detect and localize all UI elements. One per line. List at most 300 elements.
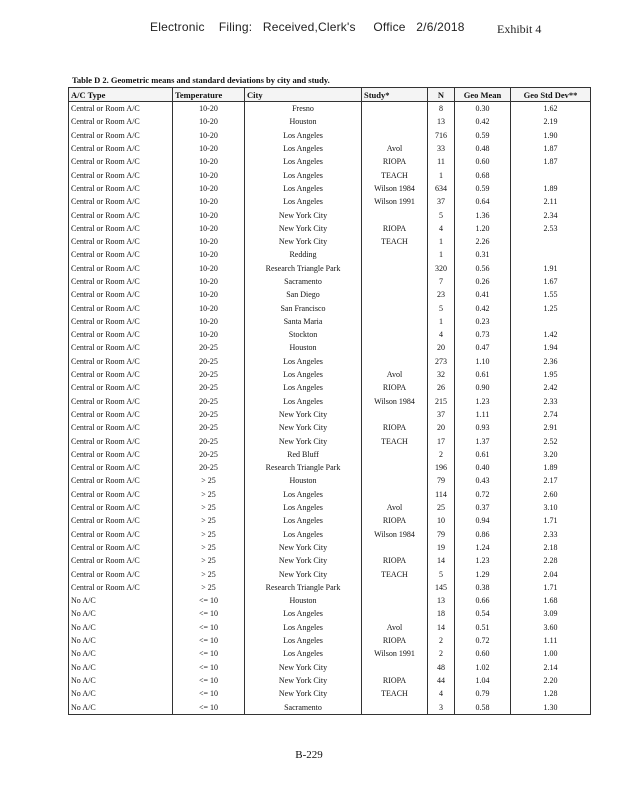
cell-city: New York City (245, 541, 362, 554)
col-header-temperature: Temperature (173, 88, 245, 102)
cell-geo-std-dev: 2.74 (511, 408, 591, 421)
cell-ac-type: Central or Room A/C (69, 408, 173, 421)
cell-temperature: 10-20 (173, 115, 245, 128)
cell-study (362, 315, 428, 328)
cell-temperature: > 25 (173, 488, 245, 501)
cell-n: 1 (428, 168, 455, 181)
cell-temperature: <= 10 (173, 647, 245, 660)
cell-city: Los Angeles (245, 514, 362, 527)
cell-n: 18 (428, 607, 455, 620)
table-row (69, 182, 591, 195)
cell-geo-mean: 0.94 (455, 514, 511, 527)
cell-n: 196 (428, 461, 455, 474)
cell-geo-mean: 0.26 (455, 275, 511, 288)
cell-geo-mean: 0.41 (455, 288, 511, 301)
cell-geo-mean: 1.37 (455, 434, 511, 447)
cell-study (362, 328, 428, 341)
cell-city: New York City (245, 434, 362, 447)
exhibit-label: Exhibit 4 (497, 22, 542, 36)
cell-geo-std-dev: 2.28 (511, 554, 591, 567)
cell-n: 79 (428, 474, 455, 487)
cell-study (362, 581, 428, 594)
cell-temperature: 10-20 (173, 328, 245, 341)
cell-study (362, 541, 428, 554)
cell-ac-type: Central or Room A/C (69, 182, 173, 195)
cell-ac-type: Central or Room A/C (69, 341, 173, 354)
cell-geo-mean: 0.30 (455, 102, 511, 116)
cell-geo-std-dev: 2.60 (511, 488, 591, 501)
cell-ac-type: Central or Room A/C (69, 355, 173, 368)
cell-ac-type: No A/C (69, 660, 173, 673)
cell-ac-type: Central or Room A/C (69, 395, 173, 408)
table-row (69, 288, 591, 301)
table-row (69, 195, 591, 208)
cell-temperature: <= 10 (173, 674, 245, 687)
cell-ac-type: Central or Room A/C (69, 129, 173, 142)
cell-n: 17 (428, 434, 455, 447)
cell-temperature: 10-20 (173, 182, 245, 195)
cell-temperature: 20-25 (173, 355, 245, 368)
cell-geo-std-dev: 2.17 (511, 474, 591, 487)
cell-temperature: > 25 (173, 567, 245, 580)
cell-geo-std-dev: 1.00 (511, 647, 591, 660)
cell-geo-std-dev: 2.52 (511, 434, 591, 447)
table-row (69, 660, 591, 673)
cell-n: 4 (428, 222, 455, 235)
cell-n: 1 (428, 248, 455, 261)
cell-geo-std-dev: 1.94 (511, 341, 591, 354)
cell-city: New York City (245, 660, 362, 673)
cell-study: Wilson 1991 (362, 195, 428, 208)
cell-study: RIOPA (362, 634, 428, 647)
cell-ac-type: Central or Room A/C (69, 328, 173, 341)
cell-geo-mean: 1.23 (455, 554, 511, 567)
table-row (69, 647, 591, 660)
cell-temperature: 10-20 (173, 315, 245, 328)
cell-ac-type: No A/C (69, 674, 173, 687)
cell-study (362, 115, 428, 128)
cell-city: Houston (245, 474, 362, 487)
table-row (69, 448, 591, 461)
cell-geo-mean: 0.31 (455, 248, 511, 261)
table-row (69, 528, 591, 541)
cell-geo-mean: 0.59 (455, 129, 511, 142)
cell-geo-std-dev: 1.95 (511, 368, 591, 381)
cell-n: 1 (428, 315, 455, 328)
cell-geo-mean: 0.64 (455, 195, 511, 208)
cell-geo-mean: 0.40 (455, 461, 511, 474)
table-row (69, 700, 591, 714)
cell-n: 32 (428, 368, 455, 381)
cell-ac-type: Central or Room A/C (69, 567, 173, 580)
cell-temperature: > 25 (173, 514, 245, 527)
cell-temperature: > 25 (173, 541, 245, 554)
cell-geo-std-dev: 3.10 (511, 501, 591, 514)
cell-geo-std-dev: 1.91 (511, 262, 591, 275)
cell-study: Wilson 1984 (362, 395, 428, 408)
cell-ac-type: Central or Room A/C (69, 262, 173, 275)
cell-temperature: > 25 (173, 474, 245, 487)
table-row (69, 395, 591, 408)
cell-n: 5 (428, 301, 455, 314)
cell-study: TEACH (362, 168, 428, 181)
cell-n: 4 (428, 328, 455, 341)
cell-n: 14 (428, 554, 455, 567)
cell-study: Avol (362, 501, 428, 514)
cell-city: Los Angeles (245, 395, 362, 408)
cell-temperature: <= 10 (173, 594, 245, 607)
cell-temperature: 10-20 (173, 301, 245, 314)
cell-temperature: > 25 (173, 581, 245, 594)
cell-city: Sacramento (245, 275, 362, 288)
cell-geo-mean: 0.73 (455, 328, 511, 341)
cell-city: Houston (245, 115, 362, 128)
cell-n: 3 (428, 700, 455, 714)
cell-geo-mean: 1.10 (455, 355, 511, 368)
table-row (69, 155, 591, 168)
cell-geo-std-dev: 1.87 (511, 142, 591, 155)
cell-geo-mean: 1.29 (455, 567, 511, 580)
cell-city: New York City (245, 235, 362, 248)
cell-geo-std-dev: 2.11 (511, 195, 591, 208)
cell-geo-std-dev: 2.91 (511, 421, 591, 434)
cell-geo-std-dev: 2.42 (511, 381, 591, 394)
cell-geo-mean: 1.20 (455, 222, 511, 235)
table-row (69, 634, 591, 647)
cell-geo-mean: 0.47 (455, 341, 511, 354)
cell-n: 25 (428, 501, 455, 514)
cell-geo-std-dev (511, 168, 591, 181)
cell-ac-type: Central or Room A/C (69, 514, 173, 527)
cell-study: Wilson 1984 (362, 528, 428, 541)
cell-geo-std-dev: 1.71 (511, 581, 591, 594)
cell-study: Wilson 1984 (362, 182, 428, 195)
cell-temperature: 10-20 (173, 275, 245, 288)
col-header-n: N (428, 88, 455, 102)
cell-geo-std-dev: 1.42 (511, 328, 591, 341)
cell-temperature: 20-25 (173, 395, 245, 408)
cell-study (362, 262, 428, 275)
cell-n: 145 (428, 581, 455, 594)
cell-geo-mean: 0.23 (455, 315, 511, 328)
cell-geo-std-dev: 3.09 (511, 607, 591, 620)
cell-city: Los Angeles (245, 381, 362, 394)
cell-city: New York City (245, 687, 362, 700)
cell-geo-std-dev: 1.55 (511, 288, 591, 301)
col-header-geo-std-dev: Geo Std Dev** (511, 88, 591, 102)
cell-geo-mean: 1.23 (455, 395, 511, 408)
cell-temperature: 10-20 (173, 155, 245, 168)
table-row (69, 355, 591, 368)
cell-geo-mean: 0.56 (455, 262, 511, 275)
cell-geo-mean: 0.43 (455, 474, 511, 487)
cell-study: RIOPA (362, 674, 428, 687)
cell-study (362, 594, 428, 607)
cell-study: TEACH (362, 235, 428, 248)
cell-geo-mean: 0.79 (455, 687, 511, 700)
cell-ac-type: Central or Room A/C (69, 222, 173, 235)
cell-n: 5 (428, 208, 455, 221)
cell-ac-type: Central or Room A/C (69, 554, 173, 567)
cell-city: New York City (245, 567, 362, 580)
cell-study (362, 408, 428, 421)
cell-ac-type: Central or Room A/C (69, 474, 173, 487)
cell-ac-type: No A/C (69, 700, 173, 714)
cell-geo-mean: 0.58 (455, 700, 511, 714)
cell-study (362, 700, 428, 714)
table-body (69, 102, 591, 715)
cell-geo-std-dev: 1.11 (511, 634, 591, 647)
geometric-means-table (68, 87, 591, 715)
cell-ac-type: Central or Room A/C (69, 301, 173, 314)
cell-ac-type: Central or Room A/C (69, 275, 173, 288)
cell-ac-type: Central or Room A/C (69, 288, 173, 301)
cell-city: New York City (245, 222, 362, 235)
cell-n: 11 (428, 155, 455, 168)
cell-geo-mean: 0.90 (455, 381, 511, 394)
cell-geo-std-dev: 3.20 (511, 448, 591, 461)
cell-geo-mean: 0.37 (455, 501, 511, 514)
cell-temperature: 10-20 (173, 235, 245, 248)
cell-temperature: <= 10 (173, 621, 245, 634)
cell-study: RIOPA (362, 381, 428, 394)
cell-geo-mean: 0.54 (455, 607, 511, 620)
cell-ac-type: No A/C (69, 621, 173, 634)
cell-temperature: 10-20 (173, 248, 245, 261)
cell-ac-type: No A/C (69, 687, 173, 700)
cell-study: Avol (362, 621, 428, 634)
cell-temperature: 10-20 (173, 168, 245, 181)
cell-temperature: 10-20 (173, 142, 245, 155)
table-row (69, 368, 591, 381)
cell-n: 20 (428, 341, 455, 354)
cell-temperature: 20-25 (173, 434, 245, 447)
table-row (69, 501, 591, 514)
cell-geo-std-dev: 2.33 (511, 395, 591, 408)
cell-city: Los Angeles (245, 607, 362, 620)
cell-ac-type: Central or Room A/C (69, 235, 173, 248)
cell-geo-mean: 0.93 (455, 421, 511, 434)
cell-geo-std-dev: 1.30 (511, 700, 591, 714)
cell-city: Los Angeles (245, 142, 362, 155)
cell-ac-type: Central or Room A/C (69, 168, 173, 181)
cell-geo-mean: 0.42 (455, 301, 511, 314)
col-header-geo-mean: Geo Mean (455, 88, 511, 102)
cell-geo-std-dev (511, 235, 591, 248)
cell-geo-std-dev (511, 248, 591, 261)
table-row (69, 554, 591, 567)
cell-n: 1 (428, 235, 455, 248)
cell-city: San Diego (245, 288, 362, 301)
cell-temperature: <= 10 (173, 634, 245, 647)
cell-ac-type: Central or Room A/C (69, 488, 173, 501)
cell-ac-type: Central or Room A/C (69, 528, 173, 541)
cell-study (362, 288, 428, 301)
cell-temperature: 20-25 (173, 368, 245, 381)
cell-city: New York City (245, 674, 362, 687)
cell-n: 114 (428, 488, 455, 501)
cell-study (362, 474, 428, 487)
cell-city: Los Angeles (245, 168, 362, 181)
cell-n: 44 (428, 674, 455, 687)
cell-geo-std-dev: 2.04 (511, 567, 591, 580)
cell-city: Los Angeles (245, 528, 362, 541)
table-row (69, 328, 591, 341)
table-row (69, 102, 591, 116)
cell-geo-std-dev: 3.60 (511, 621, 591, 634)
cell-n: 48 (428, 660, 455, 673)
cell-geo-mean: 0.72 (455, 488, 511, 501)
table-row (69, 408, 591, 421)
table-row (69, 129, 591, 142)
cell-ac-type: Central or Room A/C (69, 115, 173, 128)
cell-geo-mean: 0.38 (455, 581, 511, 594)
cell-city: Los Angeles (245, 195, 362, 208)
cell-temperature: 10-20 (173, 262, 245, 275)
cell-study: RIOPA (362, 514, 428, 527)
cell-study (362, 248, 428, 261)
cell-ac-type: Central or Room A/C (69, 248, 173, 261)
cell-temperature: 20-25 (173, 421, 245, 434)
cell-temperature: 20-25 (173, 341, 245, 354)
cell-temperature: <= 10 (173, 607, 245, 620)
cell-ac-type: Central or Room A/C (69, 448, 173, 461)
cell-geo-std-dev: 2.20 (511, 674, 591, 687)
cell-city: Los Angeles (245, 634, 362, 647)
cell-city: Los Angeles (245, 621, 362, 634)
cell-temperature: 10-20 (173, 195, 245, 208)
cell-study (362, 102, 428, 116)
cell-city: Houston (245, 594, 362, 607)
cell-n: 13 (428, 115, 455, 128)
cell-temperature: 10-20 (173, 222, 245, 235)
table-row (69, 607, 591, 620)
cell-study: TEACH (362, 687, 428, 700)
cell-geo-std-dev (511, 315, 591, 328)
cell-study (362, 341, 428, 354)
cell-geo-std-dev: 2.33 (511, 528, 591, 541)
cell-ac-type: Central or Room A/C (69, 581, 173, 594)
cell-city: Houston (245, 341, 362, 354)
cell-n: 37 (428, 195, 455, 208)
cell-geo-mean: 0.60 (455, 647, 511, 660)
table-row (69, 222, 591, 235)
cell-n: 8 (428, 102, 455, 116)
cell-study: Wilson 1991 (362, 647, 428, 660)
cell-study (362, 660, 428, 673)
cell-city: New York City (245, 421, 362, 434)
cell-ac-type: Central or Room A/C (69, 501, 173, 514)
cell-temperature: <= 10 (173, 660, 245, 673)
cell-temperature: > 25 (173, 528, 245, 541)
cell-geo-mean: 1.11 (455, 408, 511, 421)
cell-geo-mean: 0.66 (455, 594, 511, 607)
cell-city: Research Triangle Park (245, 581, 362, 594)
cell-geo-std-dev: 1.90 (511, 129, 591, 142)
cell-n: 4 (428, 687, 455, 700)
cell-n: 13 (428, 594, 455, 607)
cell-study (362, 461, 428, 474)
cell-n: 716 (428, 129, 455, 142)
cell-study (362, 355, 428, 368)
cell-n: 10 (428, 514, 455, 527)
cell-city: Los Angeles (245, 501, 362, 514)
cell-n: 14 (428, 621, 455, 634)
cell-n: 215 (428, 395, 455, 408)
cell-geo-mean: 1.24 (455, 541, 511, 554)
filing-stamp: Electronic Filing: Received,Clerk's Office 2/6/2018 (150, 20, 465, 34)
cell-ac-type: Central or Room A/C (69, 381, 173, 394)
cell-n: 273 (428, 355, 455, 368)
cell-ac-type: Central or Room A/C (69, 142, 173, 155)
cell-ac-type: Central or Room A/C (69, 461, 173, 474)
cell-geo-mean: 0.68 (455, 168, 511, 181)
cell-temperature: <= 10 (173, 700, 245, 714)
cell-geo-std-dev: 1.67 (511, 275, 591, 288)
table-row (69, 594, 591, 607)
cell-study (362, 488, 428, 501)
cell-geo-std-dev: 2.34 (511, 208, 591, 221)
cell-temperature: 20-25 (173, 408, 245, 421)
cell-n: 33 (428, 142, 455, 155)
cell-geo-std-dev: 1.87 (511, 155, 591, 168)
cell-n: 23 (428, 288, 455, 301)
table-row (69, 541, 591, 554)
table-row (69, 567, 591, 580)
table-row (69, 115, 591, 128)
cell-city: Los Angeles (245, 488, 362, 501)
cell-n: 20 (428, 421, 455, 434)
cell-geo-mean: 0.61 (455, 448, 511, 461)
cell-n: 2 (428, 448, 455, 461)
cell-n: 5 (428, 567, 455, 580)
cell-geo-std-dev: 1.89 (511, 182, 591, 195)
table-row (69, 248, 591, 261)
cell-city: Los Angeles (245, 155, 362, 168)
table-row (69, 275, 591, 288)
cell-study (362, 275, 428, 288)
table-row (69, 208, 591, 221)
table-row (69, 621, 591, 634)
cell-city: Stockton (245, 328, 362, 341)
table-header-row (69, 88, 591, 102)
table-row (69, 315, 591, 328)
cell-n: 2 (428, 647, 455, 660)
page-number: B-229 (295, 749, 323, 761)
table-caption: Table D 2. Geometric means and standard deviations by city and study. (72, 75, 330, 85)
col-header-ac-type: A/C Type (69, 88, 173, 102)
cell-geo-mean: 0.48 (455, 142, 511, 155)
cell-geo-std-dev: 1.89 (511, 461, 591, 474)
cell-geo-std-dev: 2.18 (511, 541, 591, 554)
cell-n: 320 (428, 262, 455, 275)
cell-study: Avol (362, 368, 428, 381)
cell-ac-type: No A/C (69, 634, 173, 647)
table-row (69, 301, 591, 314)
cell-study: RIOPA (362, 222, 428, 235)
cell-n: 7 (428, 275, 455, 288)
cell-city: New York City (245, 208, 362, 221)
cell-city: Red Bluff (245, 448, 362, 461)
cell-temperature: 10-20 (173, 208, 245, 221)
cell-city: Research Triangle Park (245, 461, 362, 474)
cell-n: 634 (428, 182, 455, 195)
cell-city: San Francisco (245, 301, 362, 314)
cell-geo-mean: 0.51 (455, 621, 511, 634)
cell-geo-mean: 0.42 (455, 115, 511, 128)
cell-n: 2 (428, 634, 455, 647)
cell-temperature: <= 10 (173, 687, 245, 700)
